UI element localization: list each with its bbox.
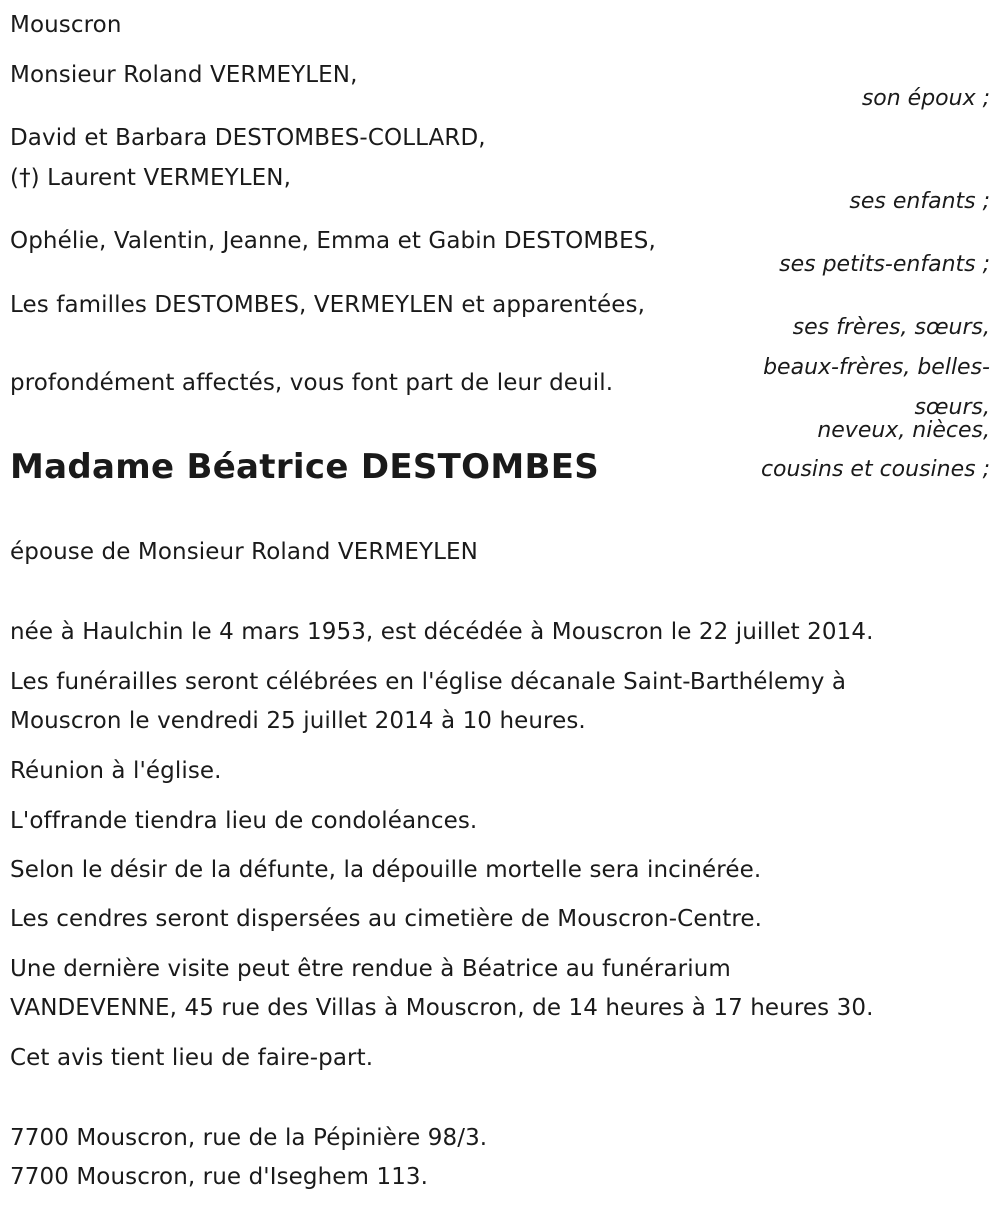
funeral-line-2: Mouscron le vendredi 25 juillet 2014 à 10 heures. xyxy=(10,708,586,734)
ashes-line: Les cendres seront dispersées au cimetière de Mouscron-Centre. xyxy=(10,906,763,932)
children-role: ses enfants ; xyxy=(849,189,990,214)
spouse-role: son époux ; xyxy=(861,86,990,111)
birth-death-line: née à Haulchin le 4 mars 1953, est décédée à Mouscron le 22 juillet 2014. xyxy=(10,619,874,645)
spouse-name: Monsieur Roland VERMEYLEN, xyxy=(10,62,358,88)
visit-line-2: VANDEVENNE, 45 rue des Villas à Mouscron, de 14 heures à 17 heures 30. xyxy=(10,995,874,1021)
deceased-spouse-line: épouse de Monsieur Roland VERMEYLEN xyxy=(10,539,478,565)
address-2: 7700 Mouscron, rue d'Iseghem 113. xyxy=(10,1164,429,1190)
city: Mouscron xyxy=(10,12,122,38)
nephews-role: neveux, nièces, cousins et cousines ; xyxy=(760,418,990,482)
visit-line-1: Une dernière visite peut être rendue à Béatrice au funérarium xyxy=(10,956,731,982)
grandchildren-names: Ophélie, Valentin, Jeanne, Emma et Gabin DESTOMBES, xyxy=(10,228,656,254)
funeral-line-1: Les funérailles seront célébrées en l'église décanale Saint-Barthélemy à xyxy=(10,669,847,695)
grandchildren-role: ses petits-enfants ; xyxy=(779,252,990,277)
deceased-name: Madame Béatrice DESTOMBES xyxy=(10,447,600,487)
families-line: Les familles DESTOMBES, VERMEYLEN et apparentées, xyxy=(10,292,646,318)
child-name-1: David et Barbara DESTOMBES-COLLARD, xyxy=(10,125,486,151)
announcement: profondément affectés, vous font part de leur deuil. xyxy=(10,370,614,396)
address-1: 7700 Mouscron, rue de la Pépinière 98/3. xyxy=(10,1125,488,1151)
offering-line: L'offrande tiendra lieu de condoléances. xyxy=(10,808,478,834)
meeting-line: Réunion à l'église. xyxy=(10,758,222,784)
notice-line: Cet avis tient lieu de faire-part. xyxy=(10,1045,374,1071)
siblings-role: ses frères, sœurs, beaux-frères, belles-sœurs, xyxy=(763,315,990,420)
child-name-2: (†) Laurent VERMEYLEN, xyxy=(10,165,291,191)
cremation-line: Selon le désir de la défunte, la dépouille mortelle sera incinérée. xyxy=(10,857,762,883)
